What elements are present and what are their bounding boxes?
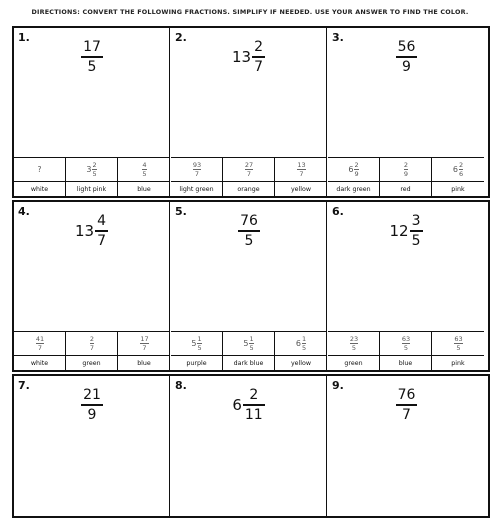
problem-fraction bbox=[237, 214, 260, 248]
answer-stack bbox=[245, 162, 253, 178]
problem-expression bbox=[328, 40, 484, 74]
answer-fraction bbox=[243, 336, 253, 352]
answer-choice[interactable] bbox=[223, 332, 275, 370]
problem-number: 1. bbox=[18, 31, 30, 44]
answer-color-label: pink bbox=[451, 185, 465, 193]
problem-row bbox=[12, 200, 490, 372]
answer-fraction bbox=[86, 162, 96, 178]
problem-numerator: 56 bbox=[397, 39, 416, 55]
answer-choice[interactable] bbox=[432, 332, 484, 370]
answer-numerator: 23 bbox=[349, 334, 359, 343]
answer-choices bbox=[14, 157, 169, 196]
answer-numerator: 17 bbox=[140, 334, 149, 343]
problem-box bbox=[328, 376, 484, 516]
answer-choice[interactable] bbox=[380, 332, 432, 370]
problem-stack bbox=[396, 40, 418, 74]
problem-box bbox=[14, 376, 170, 516]
answer-numerator: 4 bbox=[142, 160, 147, 169]
problem-numerator: 76 bbox=[240, 213, 258, 229]
problem-number: 4. bbox=[18, 205, 30, 218]
problem-fraction bbox=[75, 214, 108, 248]
answer-color-label: light green bbox=[179, 185, 214, 193]
problem-stack bbox=[396, 388, 418, 422]
problem-box bbox=[14, 202, 170, 370]
answer-color-label: green bbox=[82, 359, 101, 367]
problem-fraction bbox=[232, 388, 264, 422]
problem-numerator: 2 bbox=[254, 39, 263, 55]
answer-choice[interactable] bbox=[118, 158, 170, 196]
problem-stack bbox=[95, 214, 108, 248]
answer-denominator: 7 bbox=[89, 344, 95, 352]
answer-color-label: yellow bbox=[290, 185, 312, 193]
problem-numerator: 21 bbox=[83, 387, 101, 403]
answer-value bbox=[380, 158, 431, 182]
answer-choices bbox=[328, 157, 484, 196]
answer-color-label: red bbox=[400, 185, 411, 193]
answer-value bbox=[14, 332, 65, 356]
problem-stack bbox=[252, 40, 265, 74]
problem-fraction bbox=[389, 214, 422, 248]
problem-whole: 6 bbox=[232, 395, 242, 414]
answer-numerator: 2 bbox=[89, 334, 95, 343]
problem-denominator: 11 bbox=[244, 406, 263, 423]
problem-row bbox=[12, 374, 490, 518]
problem-stack bbox=[410, 214, 423, 248]
answer-color-label: pink bbox=[451, 359, 465, 367]
answer-color-label: blue bbox=[398, 359, 413, 367]
answer-value bbox=[275, 158, 327, 182]
answer-stack bbox=[302, 336, 306, 352]
answer-fraction bbox=[349, 336, 358, 352]
problem-box bbox=[14, 28, 170, 196]
answer-fraction bbox=[296, 162, 305, 178]
problem-number: 9. bbox=[332, 379, 344, 392]
answer-fraction bbox=[244, 162, 253, 178]
answer-value bbox=[275, 332, 327, 356]
answer-denominator: 6 bbox=[458, 170, 464, 178]
answer-fraction bbox=[139, 336, 148, 352]
answer-numerator: 1 bbox=[197, 334, 202, 343]
problem-box bbox=[328, 202, 484, 370]
answer-choices bbox=[171, 331, 326, 370]
answer-denominator: 7 bbox=[299, 170, 304, 178]
answer-denominator: 5 bbox=[456, 344, 461, 352]
problem-denominator: 7 bbox=[254, 58, 263, 75]
answer-denominator: 5 bbox=[197, 344, 202, 352]
answer-stack bbox=[193, 162, 201, 178]
answer-numerator: 13 bbox=[297, 160, 306, 169]
problem-expression bbox=[171, 40, 326, 74]
answer-numerator: 93 bbox=[192, 160, 202, 169]
problem-fraction bbox=[395, 388, 418, 422]
answer-denominator: 5 bbox=[403, 344, 409, 352]
answer-denominator: 7 bbox=[194, 170, 200, 178]
answer-choice[interactable] bbox=[118, 332, 170, 370]
answer-numerator: 1 bbox=[249, 334, 254, 343]
answer-color-label: dark green bbox=[336, 185, 371, 193]
problem-box bbox=[328, 28, 484, 196]
answer-value bbox=[66, 158, 117, 182]
problem-number: 6. bbox=[332, 205, 344, 218]
answer-whole: 3 bbox=[86, 165, 92, 174]
answer-denominator: 5 bbox=[249, 344, 254, 352]
answer-stack bbox=[350, 336, 358, 352]
answer-choice[interactable] bbox=[14, 332, 66, 370]
answer-value bbox=[432, 158, 484, 182]
answer-color-label: white bbox=[30, 359, 49, 367]
problem-stack bbox=[81, 40, 103, 74]
answer-color-label: blue bbox=[137, 185, 151, 193]
problem-stack bbox=[238, 214, 260, 248]
answer-numerator: 2 bbox=[354, 160, 359, 169]
answer-choice[interactable] bbox=[380, 158, 432, 196]
answer-fraction bbox=[192, 162, 201, 178]
problem-box bbox=[171, 376, 327, 516]
answer-numerator: 1 bbox=[301, 334, 307, 343]
answer-choice[interactable] bbox=[275, 158, 327, 196]
answer-value bbox=[432, 332, 484, 356]
answer-choice[interactable] bbox=[223, 158, 275, 196]
answer-numerator: 2 bbox=[403, 160, 409, 169]
answer-stack bbox=[92, 162, 96, 178]
answer-color-label: orange bbox=[237, 185, 260, 193]
problem-stack bbox=[243, 388, 265, 422]
answer-denominator: 5 bbox=[301, 344, 307, 352]
answer-value bbox=[380, 332, 431, 356]
answer-stack bbox=[402, 336, 410, 352]
answer-numerator: 2 bbox=[458, 160, 464, 169]
problem-expression bbox=[328, 214, 484, 248]
answer-denominator: 5 bbox=[92, 170, 97, 178]
answer-choice[interactable] bbox=[432, 158, 484, 196]
problem-fraction bbox=[395, 40, 418, 74]
answer-stack bbox=[90, 336, 94, 352]
answer-choice[interactable] bbox=[328, 332, 380, 370]
answer-numerator: 27 bbox=[244, 160, 254, 169]
answer-choice[interactable] bbox=[171, 332, 223, 370]
answer-stack bbox=[404, 162, 408, 178]
problem-denominator: 7 bbox=[402, 406, 411, 423]
problem-denominator: 5 bbox=[411, 232, 421, 249]
answer-whole: 5 bbox=[191, 339, 197, 348]
answer-value-text: ? bbox=[37, 165, 42, 174]
answer-color-label: blue bbox=[137, 359, 151, 367]
problem-numerator: 76 bbox=[397, 387, 416, 403]
answer-numerator: 41 bbox=[35, 334, 45, 343]
problem-box bbox=[171, 28, 327, 196]
answer-choices bbox=[14, 331, 169, 370]
answer-value bbox=[223, 158, 274, 182]
answer-color-label: purple bbox=[186, 359, 207, 367]
problem-whole: 12 bbox=[389, 221, 409, 240]
answer-denominator: 5 bbox=[351, 344, 357, 352]
answer-denominator: 9 bbox=[354, 170, 359, 178]
problem-numerator: 4 bbox=[97, 213, 106, 229]
problem-expression bbox=[14, 40, 169, 74]
answer-whole: 6 bbox=[348, 165, 354, 174]
problem-number: 2. bbox=[175, 31, 187, 44]
answer-choice[interactable] bbox=[14, 158, 66, 196]
answer-stack bbox=[142, 162, 146, 178]
problem-row bbox=[12, 26, 490, 198]
problem-expression bbox=[14, 214, 169, 248]
answer-numerator: 63 bbox=[454, 334, 463, 343]
problem-expression bbox=[328, 388, 484, 422]
problem-numerator: 17 bbox=[83, 39, 101, 55]
answer-stack bbox=[297, 162, 305, 178]
answer-value bbox=[171, 332, 222, 356]
answer-color-label: white bbox=[30, 185, 49, 193]
answer-value bbox=[118, 332, 170, 356]
problem-number: 8. bbox=[175, 379, 187, 392]
answer-stack bbox=[140, 336, 148, 352]
problem-fraction bbox=[80, 388, 103, 422]
answer-choice[interactable] bbox=[171, 158, 223, 196]
answer-denominator: 7 bbox=[37, 344, 43, 352]
answer-choices bbox=[171, 157, 326, 196]
directions-text: DIRECTIONS: CONVERT THE FOLLOWING FRACTIONS. SIMPLIFY IF NEEDED. USE YOUR ANSWER TO FIND THE COLOR. bbox=[31, 8, 469, 16]
problem-expression bbox=[14, 388, 169, 422]
answer-value bbox=[171, 158, 222, 182]
problem-fraction bbox=[232, 40, 265, 74]
answer-whole: 6 bbox=[452, 165, 458, 174]
answer-choice[interactable] bbox=[275, 332, 327, 370]
answer-value bbox=[66, 332, 117, 356]
problem-denominator: 5 bbox=[244, 232, 254, 249]
answer-fraction bbox=[403, 162, 408, 178]
answer-value bbox=[328, 158, 379, 182]
problem-numerator: 3 bbox=[411, 213, 421, 229]
answer-numerator: 63 bbox=[401, 334, 411, 343]
problem-number: 5. bbox=[175, 205, 187, 218]
answer-stack bbox=[459, 162, 463, 178]
answer-color-label: green bbox=[344, 359, 363, 367]
answer-fraction bbox=[401, 336, 410, 352]
answer-choice[interactable] bbox=[66, 332, 118, 370]
answer-whole: 6 bbox=[295, 339, 301, 348]
answer-color-label: dark blue bbox=[233, 359, 264, 367]
problem-denominator: 5 bbox=[87, 58, 97, 75]
problem-number: 7. bbox=[18, 379, 30, 392]
answer-whole: 5 bbox=[243, 339, 249, 348]
answer-denominator: 7 bbox=[142, 344, 147, 352]
problem-denominator: 7 bbox=[97, 232, 106, 249]
answer-stack bbox=[249, 336, 253, 352]
answer-value bbox=[328, 332, 379, 356]
answer-numerator: 2 bbox=[92, 160, 97, 169]
problem-expression bbox=[171, 388, 326, 422]
problem-whole: 13 bbox=[74, 221, 95, 240]
problem-numerator: 2 bbox=[249, 387, 259, 403]
answer-value bbox=[223, 332, 274, 356]
answer-denominator: 7 bbox=[246, 170, 252, 178]
answer-value bbox=[14, 158, 65, 182]
answer-fraction bbox=[141, 162, 146, 178]
problem-number: 3. bbox=[332, 31, 344, 44]
answer-fraction bbox=[35, 336, 44, 352]
problem-fraction bbox=[80, 40, 103, 74]
answer-choice[interactable] bbox=[66, 158, 118, 196]
answer-fraction bbox=[89, 336, 94, 352]
answer-choices bbox=[328, 331, 484, 370]
answer-value bbox=[118, 158, 170, 182]
answer-fraction bbox=[453, 162, 463, 178]
problem-whole: 13 bbox=[231, 47, 252, 66]
answer-stack bbox=[36, 336, 44, 352]
answer-fraction bbox=[348, 162, 358, 178]
answer-fraction bbox=[453, 336, 462, 352]
answer-fraction bbox=[296, 336, 306, 352]
problem-denominator: 9 bbox=[87, 406, 97, 423]
answer-stack bbox=[197, 336, 201, 352]
answer-stack bbox=[454, 336, 462, 352]
problem-stack bbox=[81, 388, 103, 422]
problem-denominator: 9 bbox=[402, 58, 411, 75]
answer-choice[interactable] bbox=[328, 158, 380, 196]
problem-expression bbox=[171, 214, 326, 248]
answer-denominator: 9 bbox=[403, 170, 409, 178]
answer-color-label: light pink bbox=[76, 185, 107, 193]
answer-fraction bbox=[191, 336, 201, 352]
problem-box bbox=[171, 202, 327, 370]
answer-color-label: yellow bbox=[290, 359, 312, 367]
answer-denominator: 5 bbox=[142, 170, 147, 178]
answer-stack bbox=[354, 162, 358, 178]
